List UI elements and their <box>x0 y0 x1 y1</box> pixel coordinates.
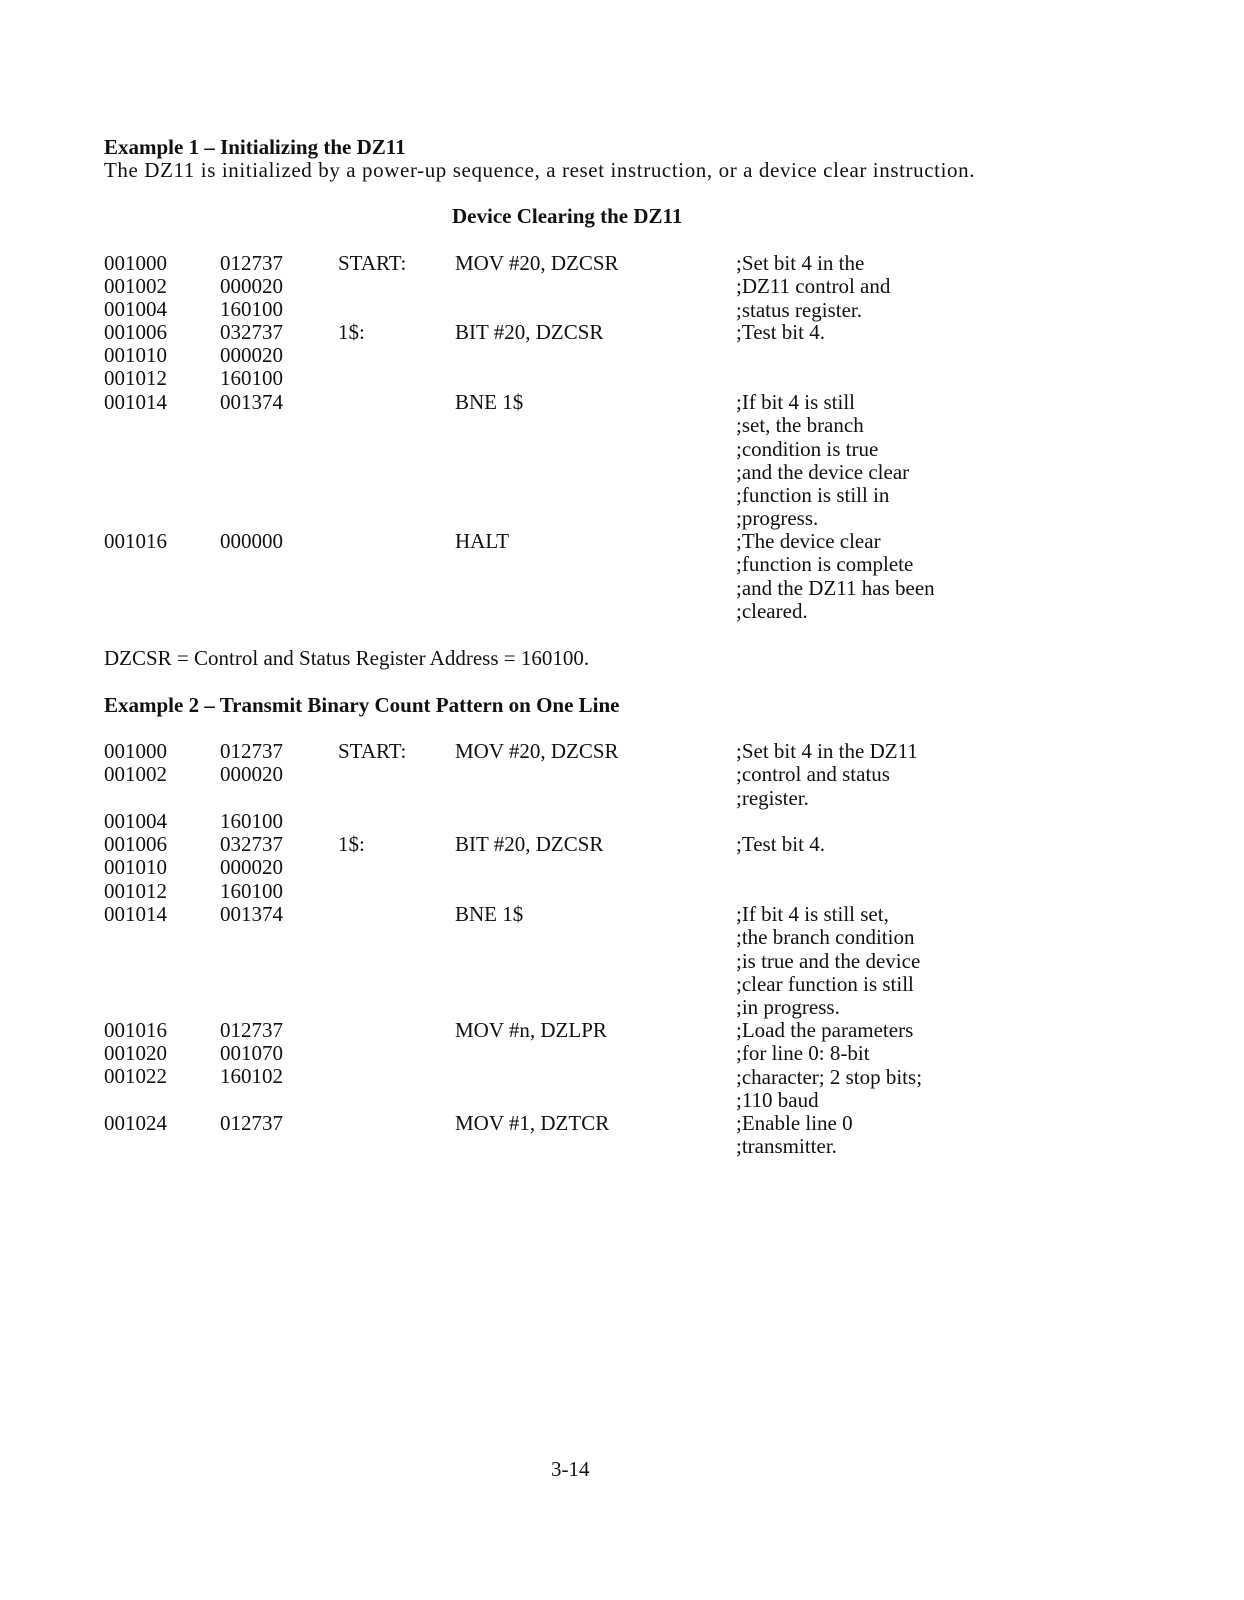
octal-word: 032737 <box>220 320 283 344</box>
comment-line: ;set, the branch <box>736 413 864 438</box>
comment <box>736 833 825 856</box>
instruction: HALT <box>455 529 510 553</box>
instruction: BNE 1$ <box>455 902 524 926</box>
comment-line: ;register. <box>736 785 809 810</box>
octal-word: 160100 <box>220 366 283 390</box>
address: 001002 <box>104 274 167 298</box>
address: 001022 <box>104 1064 167 1088</box>
label: 1$: <box>338 832 365 856</box>
instruction: MOV #1, DZTCR <box>455 1111 610 1135</box>
comment-line: ;function is complete <box>736 552 914 577</box>
comment-line: ;Test bit 4. <box>736 320 825 344</box>
octal-word: 001374 <box>220 390 283 414</box>
address: 001006 <box>104 320 167 344</box>
comment-line: ;progress. <box>736 506 819 531</box>
comment-line: ;control and status <box>736 762 890 787</box>
comment <box>736 903 920 1019</box>
octal-word: 160100 <box>220 879 283 903</box>
comment-line: ;for line 0: 8-bit <box>736 1041 870 1066</box>
address: 001020 <box>104 1041 167 1065</box>
label: 1$: <box>338 320 365 344</box>
comment-line: ;clear function is still <box>736 971 914 996</box>
octal-word: 001070 <box>220 1041 283 1065</box>
octal-word: 000020 <box>220 855 283 879</box>
octal-word: 012737 <box>220 251 283 275</box>
example1-subheading: Device Clearing the DZ11 <box>452 204 683 228</box>
instruction: BIT #20, DZCSR <box>455 320 604 344</box>
instruction: MOV #n, DZLPR <box>455 1018 607 1042</box>
comment-line: ;Load the parameters <box>736 1018 914 1042</box>
comment-line: ;transmitter. <box>736 1134 837 1159</box>
octal-word: 032737 <box>220 832 283 856</box>
example1-note: DZCSR = Control and Status Register Address = 160100. <box>104 646 590 670</box>
label: START: <box>338 739 407 763</box>
comment-line: ;Set bit 4 in the DZ11 <box>736 739 918 763</box>
comment <box>736 740 918 810</box>
address: 001006 <box>104 832 167 856</box>
octal-word: 012737 <box>220 739 283 763</box>
address: 001012 <box>104 366 167 390</box>
octal-word: 000020 <box>220 343 283 367</box>
octal-word: 012737 <box>220 1018 283 1042</box>
example1-heading: Example 1 – Initializing the DZ11 <box>104 135 406 159</box>
comment-line: ;and the device clear <box>736 459 910 484</box>
address: 001016 <box>104 529 167 553</box>
comment-line: ;Test bit 4. <box>736 832 825 856</box>
address: 001002 <box>104 762 167 786</box>
page-number: 3-14 <box>551 1457 590 1481</box>
octal-word: 000020 <box>220 762 283 786</box>
comment <box>736 252 890 322</box>
example2-heading: Example 2 – Transmit Binary Count Pattern on One Line <box>104 693 620 717</box>
instruction: MOV #20, DZCSR <box>455 739 619 763</box>
comment-line: ;and the DZ11 has been <box>736 575 935 600</box>
octal-word: 012737 <box>220 1111 283 1135</box>
example1-intro: The DZ11 is initialized by a power-up sequence, a reset instruction, or a device clear instruction. <box>104 158 976 182</box>
address: 001010 <box>104 855 167 879</box>
address: 001014 <box>104 390 167 414</box>
comment-line: ;Set bit 4 in the <box>736 251 865 275</box>
comment <box>736 1019 922 1112</box>
octal-word: 160100 <box>220 297 283 321</box>
address: 001014 <box>104 902 167 926</box>
address: 001004 <box>104 809 167 833</box>
comment <box>736 1112 853 1159</box>
address: 001010 <box>104 343 167 367</box>
comment-line: ;the branch condition <box>736 925 915 950</box>
label: START: <box>338 251 407 275</box>
comment-line: ;is true and the device <box>736 948 921 973</box>
instruction: BNE 1$ <box>455 390 524 414</box>
comment-line: ;Enable line 0 <box>736 1111 853 1135</box>
address: 001004 <box>104 297 167 321</box>
address: 001000 <box>104 251 167 275</box>
comment <box>736 530 935 623</box>
octal-word: 001374 <box>220 902 283 926</box>
address: 001000 <box>104 739 167 763</box>
octal-word: 000020 <box>220 274 283 298</box>
comment <box>736 321 825 344</box>
comment-line: ;DZ11 control and <box>736 274 891 299</box>
address: 001024 <box>104 1111 167 1135</box>
instruction: BIT #20, DZCSR <box>455 832 604 856</box>
comment-line: ;If bit 4 is still set, <box>736 902 889 926</box>
comment-line: ;condition is true <box>736 436 879 461</box>
comment-line: ;status register. <box>736 297 862 322</box>
comment-line: ;cleared. <box>736 598 808 623</box>
comment-line: ;110 baud <box>736 1087 819 1112</box>
octal-word: 000000 <box>220 529 283 553</box>
octal-word: 160102 <box>220 1064 283 1088</box>
comment-line: ;function is still in <box>736 483 890 508</box>
comment-line: ;The device clear <box>736 529 881 553</box>
comment-line: ;in progress. <box>736 995 840 1020</box>
instruction: MOV #20, DZCSR <box>455 251 619 275</box>
address: 001016 <box>104 1018 167 1042</box>
octal-word: 160100 <box>220 809 283 833</box>
comment-line: ;If bit 4 is still <box>736 390 856 414</box>
comment-line: ;character; 2 stop bits; <box>736 1064 923 1089</box>
comment <box>736 391 909 531</box>
address: 001012 <box>104 879 167 903</box>
